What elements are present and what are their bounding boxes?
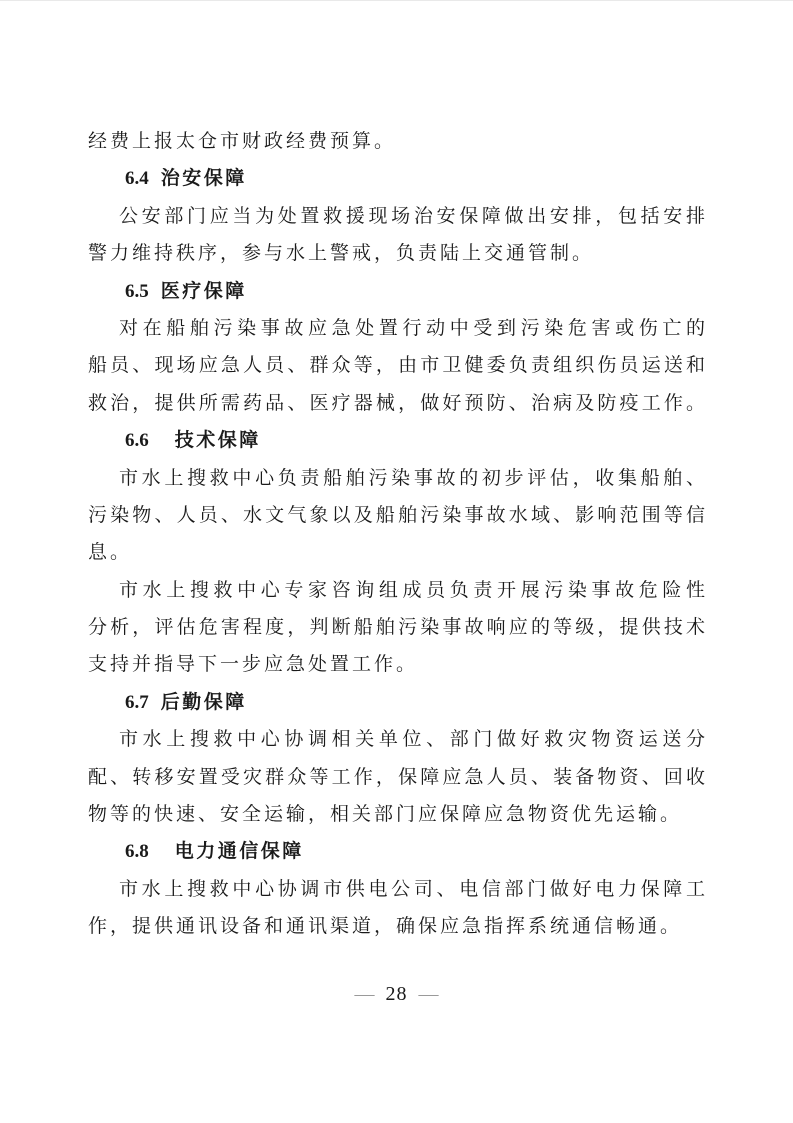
- section-heading-6.8: [88, 833, 707, 870]
- body-line: 警力维持秩序，参与水上警戒，负责陆上交通管制。: [88, 243, 595, 265]
- body-line: 市水上搜救中心协调市供电公司、电信部门做好电力保障工: [119, 878, 707, 900]
- body-line: 经费上报太仓市财政经费预算。: [88, 131, 397, 152]
- body-line: 作，提供通讯设备和通讯渠道，确保应急指挥系统通信畅通。: [88, 916, 683, 938]
- body-line: 配、转移安置受灾群众等工作，保障应急人员、装备物资、回收: [88, 766, 707, 788]
- body-line: 市水上搜救中心协调相关单位、部门做好救灾物资运送分: [119, 729, 707, 751]
- body-line: 市水上搜救中心负责船舶污染事故的初步评估，收集船舶、: [119, 467, 707, 489]
- footer-left-dash: —: [354, 983, 375, 1005]
- body-line: 分析，评估危害程度，判断船舶污染事故响应的等级，提供技术: [88, 617, 707, 639]
- section-heading-6.7: [88, 684, 707, 721]
- section-number: 6.7: [125, 691, 149, 713]
- section-number: 6.4: [125, 168, 149, 190]
- body-line: 市水上搜救中心专家咨询组成员负责开展污染事故危险性: [119, 579, 707, 601]
- body-line: 污染物、人员、水文气象以及船舶污染事故水域、影响范围等信: [88, 504, 707, 526]
- page-footer: [0, 980, 793, 1008]
- body-line: 救治，提供所需药品、医疗器械，做好预防、治病及防疫工作。: [88, 392, 707, 414]
- body-line: 对在船舶污染事故应急处置行动中受到污染危害或伤亡的: [119, 317, 707, 339]
- section-title: 医疗保障: [160, 280, 247, 302]
- page-number: 28: [385, 983, 408, 1005]
- body-line: 支持并指导下一步应急处置工作。: [88, 654, 419, 676]
- body-line: 船员、现场应急人员、群众等，由市卫健委负责组织伤员运送和: [88, 355, 707, 377]
- section-heading-6.4: [88, 160, 707, 197]
- section-number: 6.6: [125, 430, 149, 452]
- body-line: 物等的快速、安全运输，相关部门应保障应急物资优先运输。: [88, 804, 683, 826]
- section-heading-6.5: [88, 273, 707, 310]
- section-number: 6.5: [125, 280, 149, 302]
- section-heading-6.6: [88, 422, 707, 459]
- section-title: 后勤保障: [160, 691, 247, 713]
- document-body: [88, 123, 707, 946]
- section-number: 6.8: [125, 841, 149, 863]
- body-line: 公安部门应当为处置救援现场治安保障做出安排，包括安排: [119, 205, 707, 227]
- section-title: 治安保障: [160, 168, 247, 190]
- footer-right-dash: —: [418, 983, 439, 1005]
- body-line: 息。: [88, 542, 133, 564]
- section-title: 电力通信保障: [174, 841, 304, 863]
- section-title: 技术保障: [174, 430, 261, 452]
